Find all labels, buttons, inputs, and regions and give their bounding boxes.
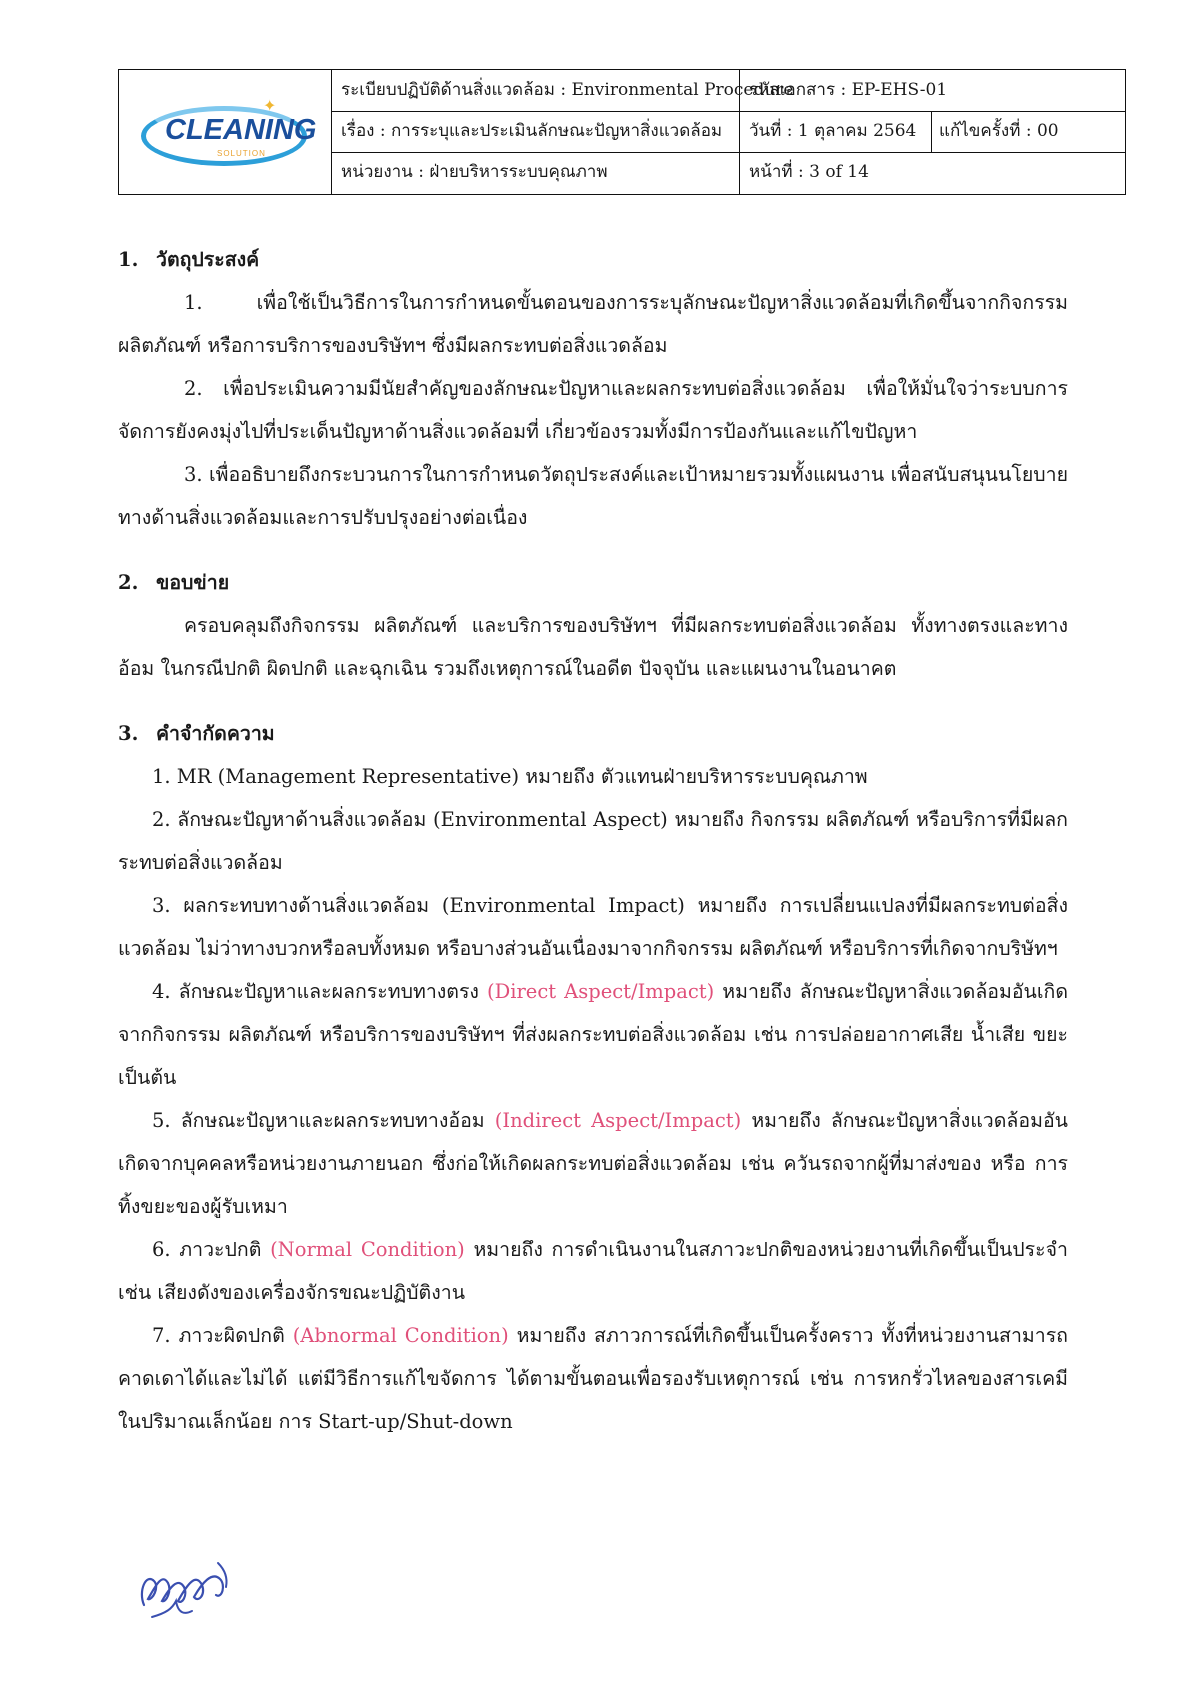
- definition-item: [118, 1228, 1068, 1314]
- definition-text: หมายถึง การดำเนินงานในสภาวะปกติของหน่วยงานที่เกิดขึ้นเป็นประจำ เช่น เสียงดังของเครื่องจักรขณะปฏิบัติงาน: [118, 1238, 1069, 1304]
- section-title: ขอบข่าย: [156, 571, 230, 594]
- definition-text: 6. ภาวะปกติ: [152, 1238, 271, 1261]
- definition-term-en: (Indirect Aspect/Impact): [494, 1109, 742, 1132]
- logo-cell: [119, 70, 332, 194]
- section-heading-scope: [118, 561, 1068, 604]
- section-heading-objective: [118, 238, 1068, 281]
- department: หน่วยงาน : ฝ่ายบริหารระบบคุณภาพ: [341, 162, 608, 182]
- document-header-table: [118, 69, 1126, 195]
- logo-wordmark: CLEANING: [165, 114, 317, 146]
- definition-text: 4. ลักษณะปัญหาและผลกระทบทางตรง: [152, 980, 487, 1003]
- handwritten-signature: [132, 1543, 242, 1623]
- definition-item: [118, 970, 1068, 1099]
- section-title: วัตถุประสงค์: [156, 248, 260, 271]
- page-number: หน้าที่ : 3 of 14: [749, 162, 869, 182]
- section-number: 2.: [118, 571, 139, 594]
- definition-item: 1. MR (Management Representative) หมายถึง ตัวแทนฝ่ายบริหารระบบคุณภาพ: [152, 765, 868, 788]
- definition-text: หมายถึง ลักษณะปัญหาสิ่งแวดล้อมอันเกิดจากบุคคลหรือหน่วยงานภายนอก ซึ่งก่อให้เกิดผลกระทบต่อสิ่งแวดล้อม เช่น ควันรถจากผู้ที่มาส่งของ หรือ การทิ้งขยะของผู้รับเหมา: [118, 1109, 1068, 1218]
- section-title: คำจำกัดความ: [156, 722, 275, 745]
- document-body: [118, 238, 1068, 1443]
- sparkle-icon: ✦: [263, 96, 277, 115]
- document-subject: เรื่อง : การระบุและประเมินลักษณะปัญหาสิ่งแวดล้อม: [341, 121, 723, 141]
- section-number: 3.: [118, 722, 139, 745]
- header-col-divider: [931, 111, 932, 152]
- document-code: รหัสเอกสาร : EP-EHS-01: [749, 80, 948, 100]
- definition-item: [118, 1314, 1068, 1443]
- definition-text: 7. ภาวะผิดปกติ: [152, 1324, 293, 1347]
- section-heading-definitions: [118, 712, 1068, 755]
- definition-item: 3. ผลกระทบทางด้านสิ่งแวดล้อม (Environmental Impact) หมายถึง การเปลี่ยนแปลงที่มีผลกระทบต่อสิ่งแวดล้อม ไม่ว่าทางบวกหรือลบทั้งหมด หรือบางส่วนอันเนื่องมาจากกิจกรรม ผลิตภัณฑ์ หรือบริการที่เกิดจากบริษัทฯ: [118, 894, 1068, 960]
- objective-item: 1. เพื่อใช้เป็นวิธีการในการกำหนดขั้นตอนของการระบุลักษณะปัญหาสิ่งแวดล้อมที่เกิดขึ้นจากกิจกรรม ผลิตภัณฑ์ หรือการบริการของบริษัทฯ ซึ่งมีผลกระทบต่อสิ่งแวดล้อม: [118, 291, 1068, 357]
- definition-text: หมายถึง ลักษณะปัญหาสิ่งแวดล้อมอันเกิดจากกิจกรรม ผลิตภัณฑ์ หรือบริการของบริษัทฯ ที่ส่งผลกระทบต่อสิ่งแวดล้อม เช่น การปล่อยอากาศเสีย น้ำเสีย ขยะ เป็นต้น: [118, 980, 1069, 1089]
- procedure-title: ระเบียบปฏิบัติด้านสิ่งแวดล้อม : Environmental Procedure: [341, 80, 794, 100]
- definition-item: [118, 1099, 1068, 1228]
- definition-term-en: (Direct Aspect/Impact): [487, 980, 715, 1003]
- definition-item: 2. ลักษณะปัญหาด้านสิ่งแวดล้อม (Environmental Aspect) หมายถึง กิจกรรม ผลิตภัณฑ์ หรือบริการที่มีผลกระทบต่อสิ่งแวดล้อม: [118, 808, 1068, 874]
- definition-text: 5. ลักษณะปัญหาและผลกระทบทางอ้อม: [152, 1109, 495, 1132]
- definition-term-en: (Abnormal Condition): [292, 1324, 509, 1347]
- objective-item: 3. เพื่ออธิบายถึงกระบวนการในการกำหนดวัตถุประสงค์และเป้าหมายรวมทั้งแผนงาน เพื่อสนับสนุนนโยบายทางด้านสิ่งแวดล้อมและการปรับปรุงอย่างต่อเนื่อง: [118, 463, 1068, 529]
- logo-subtext: SOLUTION: [217, 149, 266, 158]
- revision-number: แก้ไขครั้งที่ : 00: [939, 121, 1059, 141]
- scope-text: ครอบคลุมถึงกิจกรรม ผลิตภัณฑ์ และบริการของบริษัทฯ ที่มีผลกระทบต่อสิ่งแวดล้อม ทั้งทางตรงและทางอ้อม ในกรณีปกติ ผิดปกติ และฉุกเฉิน รวมถึงเหตุการณ์ในอดีต ปัจจุบัน และแผนงานในอนาคต: [118, 614, 1068, 680]
- definition-text: หมายถึง สภาวการณ์ที่เกิดขึ้นเป็นครั้งคราว ทั้งที่หน่วยงานสามารถคาดเดาได้และไม่ได้ แต่มีวิธีการแก้ไขจัดการ ได้ตามขั้นตอนเพื่อรองรับเหตุการณ์ เช่น การหกรั่วไหลของสารเคมีในปริมาณเล็กน้อย การ Start-up/Shut-down: [118, 1324, 1068, 1433]
- document-date: วันที่ : 1 ตุลาคม 2564: [749, 121, 917, 141]
- objective-item: 2. เพื่อประเมินความมีนัยสำคัญของลักษณะปัญหาและผลกระทบต่อสิ่งแวดล้อม เพื่อให้มั่นใจว่าระบบการจัดการยังคงมุ่งไปที่ประเด็นปัญหาด้านสิ่งแวดล้อมที่ เกี่ยวข้องรวมทั้งมีการป้องกันและแก้ไขปัญหา: [118, 377, 1068, 443]
- definition-term-en: (Normal Condition): [270, 1238, 465, 1261]
- company-logo: [139, 96, 317, 172]
- section-number: 1.: [118, 248, 139, 271]
